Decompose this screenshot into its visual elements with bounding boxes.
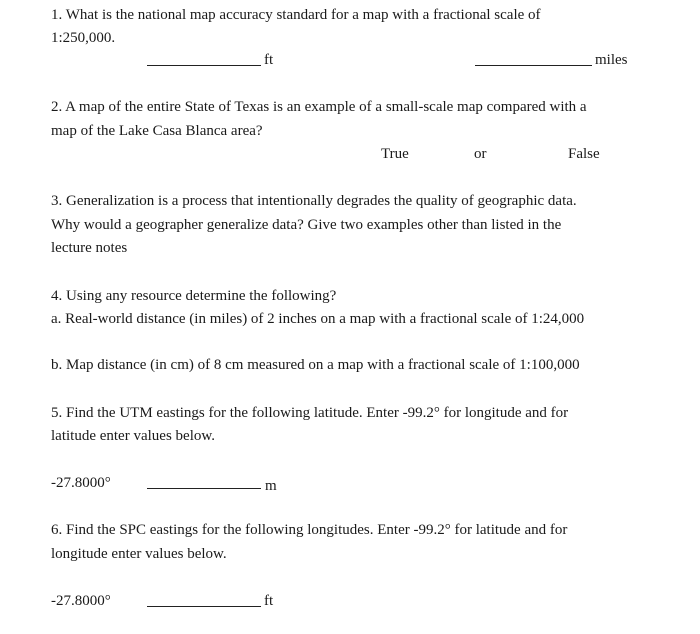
q1-text-line1: 1. What is the national map accuracy standard for a map with a fractional scale of xyxy=(51,7,541,23)
q1-ft-unit: ft xyxy=(264,52,274,68)
q3-text-line1: 3. Generalization is a process that intentionally degrades the quality of geographic data. xyxy=(51,193,577,209)
q1-ft-answer-blank[interactable] xyxy=(147,65,261,66)
q3-text-line2: Why would a geographer generalize data? Give two examples other than listed in the xyxy=(51,217,562,233)
q4-text-line1: 4. Using any resource determine the following? xyxy=(51,288,337,304)
q4-part-a: a. Real-world distance (in miles) of 2 inches on a map with a fractional scale of 1:24,000 xyxy=(51,311,585,327)
q2-option-true[interactable]: True xyxy=(381,146,409,162)
q4-part-b: b. Map distance (in cm) of 8 cm measured on a map with a fractional scale of 1:100,000 xyxy=(51,357,580,373)
q5-latitude-value: -27.8000° xyxy=(51,475,111,491)
q6-text-line2: longitude enter values below. xyxy=(51,546,227,562)
q2-option-or: or xyxy=(474,146,487,162)
q6-text-line1: 6. Find the SPC eastings for the following longitudes. Enter -99.2° for latitude and for xyxy=(51,522,568,538)
q3-text-line3: lecture notes xyxy=(51,240,128,256)
q5-text-line2: latitude enter values below. xyxy=(51,428,215,444)
q1-miles-answer-blank[interactable] xyxy=(475,65,592,66)
q5-text-line1: 5. Find the UTM eastings for the following latitude. Enter -99.2° for longitude and for xyxy=(51,405,569,421)
q2-text-line1: 2. A map of the entire State of Texas is an example of a small-scale map compared with a xyxy=(51,99,587,115)
q2-text-line2: map of the Lake Casa Blanca area? xyxy=(51,123,263,139)
q1-miles-unit: miles xyxy=(595,52,628,68)
q5-answer-blank[interactable] xyxy=(147,488,261,489)
q5-unit: m xyxy=(265,478,277,494)
q6-longitude-value: -27.8000° xyxy=(51,593,111,609)
q6-unit: ft xyxy=(264,593,274,609)
q2-option-false[interactable]: False xyxy=(568,146,600,162)
q1-text-line2: 1:250,000. xyxy=(51,30,116,46)
q6-answer-blank[interactable] xyxy=(147,606,261,607)
